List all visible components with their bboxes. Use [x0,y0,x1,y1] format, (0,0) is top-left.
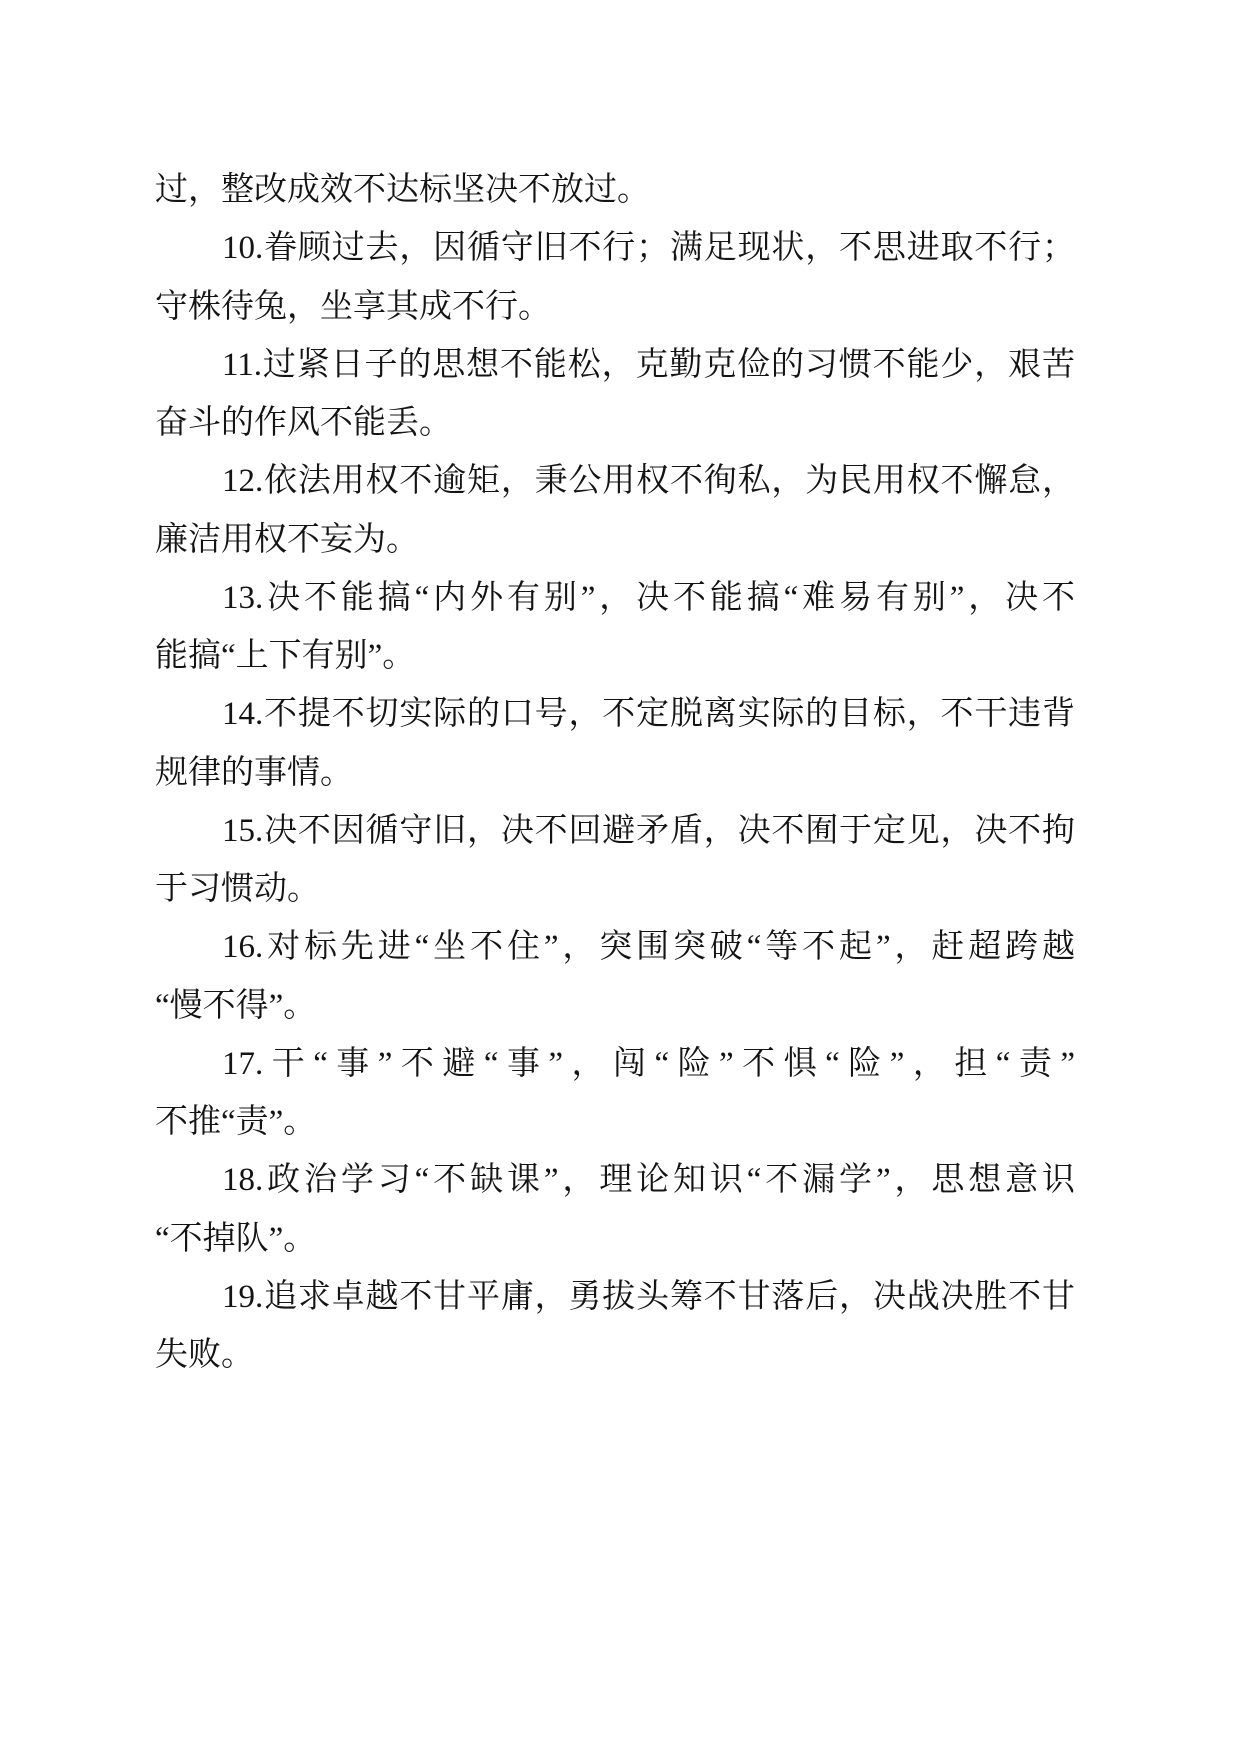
list-item-10 [155,219,1075,336]
paragraph-line: 失败。 [155,1337,254,1373]
list-item-18 [155,1151,1075,1268]
list-item-15 [155,802,1075,919]
paragraph-line: 16.对标先进“坐不住”，突围突破“等不起”，赶超跨越 [222,929,1075,966]
paragraph-line: 13.决不能搞“内外有别”，决不能搞“难易有别”，决不 [222,579,1075,616]
paragraph-line: 廉洁用权不妄为。 [155,521,419,558]
list-item-16 [155,918,1075,1035]
paragraph-line: 14.不提不切实际的口号，不定脱离实际的目标，不干违背 [222,696,1075,733]
list-item-14 [155,685,1075,802]
paragraph-line: 规律的事情。 [155,754,353,791]
list-item-12 [155,452,1075,569]
document-body [155,161,1075,1384]
paragraph-line: 于习惯动。 [155,871,320,907]
paragraph-line: “不掉队”。 [155,1220,317,1257]
continuation-line: 过，整改成效不达标坚决不放过。 [155,172,650,208]
paragraph-line: “慢不得”。 [155,987,317,1024]
paragraph-line: 12.依法用权不逾矩，秉公用权不徇私，为民用权不懈怠， [222,463,1075,500]
list-item-11 [155,336,1075,453]
paragraph-line: 10.眷顾过去，因循守旧不行；满足现状，不思进取不行； [222,230,1075,267]
paragraph-line: 18.政治学习“不缺课”，理论知识“不漏学”，思想意识 [222,1162,1075,1199]
list-item-13 [155,569,1075,686]
paragraph-line: 17.干“事”不避“事”，闯“险”不惧“险”，担“责” [222,1045,1075,1082]
paragraph-line: 能搞“上下有别”。 [155,638,416,674]
paragraph-line: 奋斗的作风不能丢。 [155,405,452,441]
paragraph-line: 不推“责”。 [155,1104,317,1140]
list-item-17 [155,1035,1075,1152]
paragraph-line: 11.过紧日子的思想不能松，克勤克俭的习惯不能少，艰苦 [222,346,1075,383]
paragraph-line: 守株待兔，坐享其成不行。 [155,288,551,325]
paragraph-line: 15.决不因循守旧，决不回避矛盾，决不囿于定见，决不拘 [222,812,1075,849]
list-item-19 [155,1268,1075,1385]
paragraph-line: 19.追求卓越不甘平庸，勇拔头筹不甘落后，决战决胜不甘 [222,1278,1075,1315]
